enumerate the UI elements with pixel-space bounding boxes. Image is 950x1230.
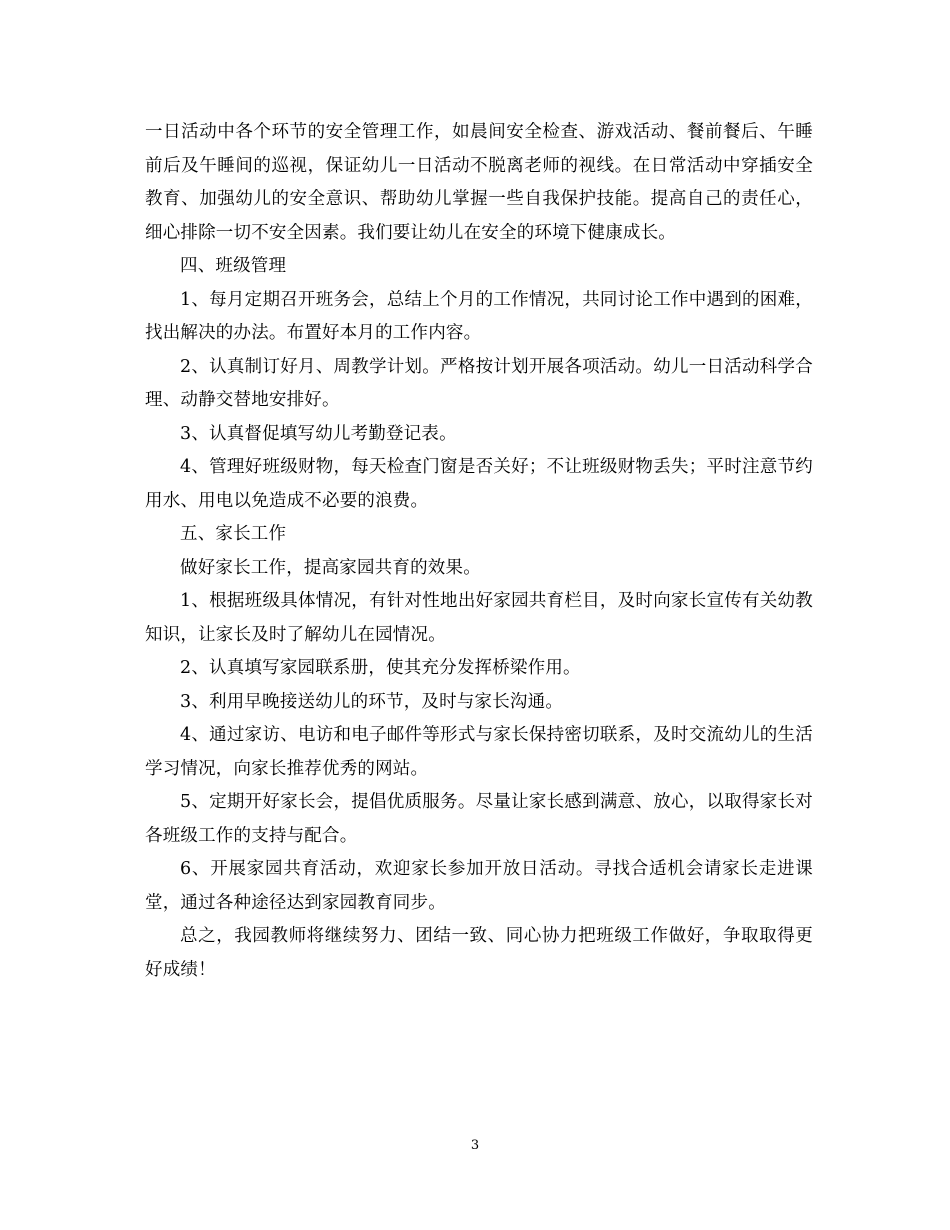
page-number: 3 (470, 1138, 480, 1153)
paragraph: 5、定期开好家长会，提倡优质服务。尽量让家长感到满意、放心，以取得家长对各班级工作的支持与配合。 (145, 792, 813, 846)
paragraph: 3、利用早晚接送幼儿的环节，及时与家长沟通。 (180, 691, 564, 712)
paragraph: 1、根据班级具体情况，有针对性地出好家园共育栏目，及时向家长宣传有关幼教知识，让家长及时了解幼儿在园情况。 (145, 591, 813, 645)
paragraph: 2、认真填写家园联系册，使其充分发挥桥梁作用。 (180, 658, 581, 678)
closing-paragraph: 总之，我园教师将继续努力、团结一致、同心协力把班级工作做好，争取取得更好成绩！ (145, 926, 813, 980)
paragraph: 3、认真督促填写幼儿考勤登记表。 (180, 423, 457, 444)
paragraph: 4、通过家访、电访和电子邮件等形式与家长保持密切联系，及时交流幼儿的生活学习情况，向家长推荐优秀的网站。 (145, 725, 813, 779)
document-body (145, 116, 813, 987)
paragraph: 2、认真制订好月、周教学计划。严格按计划开展各项活动。幼儿一日活动科学合理、动静交替地安排好。 (145, 356, 813, 410)
section-heading: 四、班级管理 (180, 256, 287, 276)
paragraph: 4、管理好班级财物，每天检查门窗是否关好；不让班级财物丢失；平时注意节约用水、用电以免造成不必要的浪费。 (145, 457, 813, 511)
paragraph: 6、开展家园共育活动，欢迎家长参加开放日活动。寻找合适机会请家长走进课堂，通过各种途径达到家园教育同步。 (145, 859, 813, 913)
section-heading: 五、家长工作 (180, 524, 287, 544)
paragraph: 1、每月定期召开班务会，总结上个月的工作情况，共同讨论工作中遇到的困难，找出解决的办法。布置好本月的工作内容。 (145, 289, 813, 343)
paragraph: 做好家长工作，提高家园共育的效果。 (180, 557, 481, 578)
paragraph: 一日活动中各个环节的安全管理工作，如晨间安全检查、游戏活动、餐前餐后、午睡前后及午睡间的巡视，保证幼儿一日活动不脱离老师的视线。在日常活动中穿插安全教育、加强幼儿的安全意识、帮助幼儿掌握一些自我保护技能。提高自己的责任心，细心排除一切不安全因素。我们要让幼儿在安全的环境下健康成长。 (145, 122, 813, 243)
